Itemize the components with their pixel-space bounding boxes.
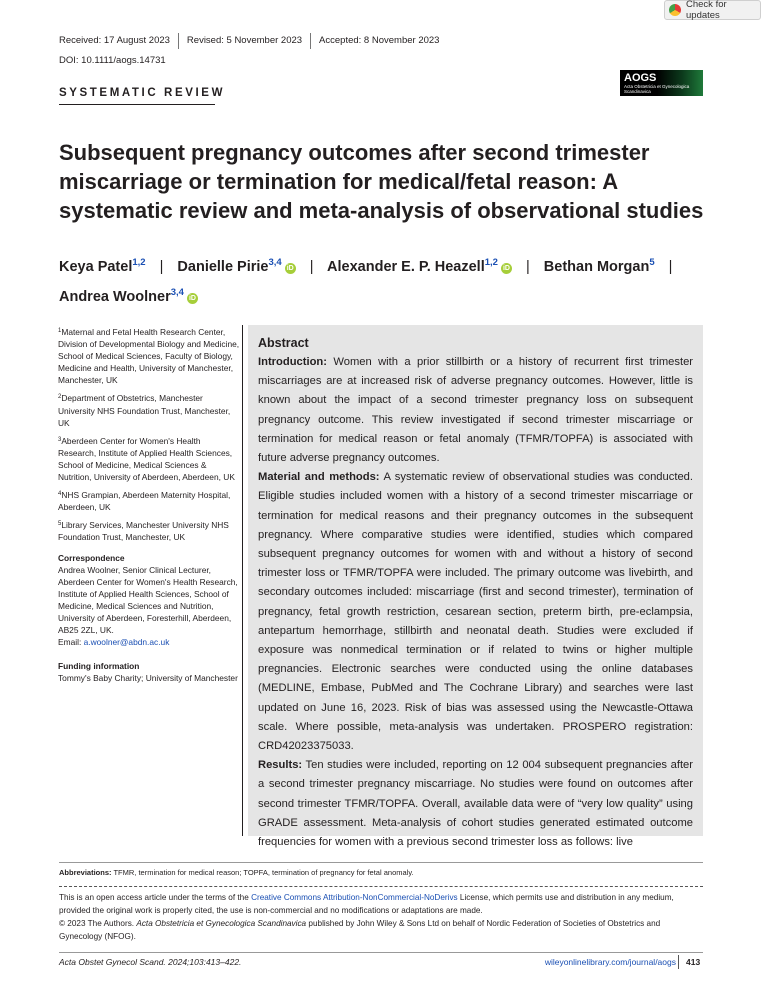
abstract-box <box>248 325 703 849</box>
affiliation-text: Department of Obstetrics, Manchester University NHS Foundation Trust, Manchester, UK <box>58 393 231 428</box>
article-title: Subsequent pregnancy outcomes after second trimester miscarriage or termination for medical/fetal reason: A systematic review and meta-analysis of observational studies <box>59 140 704 223</box>
author-name[interactable]: Alexander E. P. Heazell <box>327 259 485 275</box>
abstract-introduction <box>258 353 693 468</box>
dashed-rule <box>59 886 703 887</box>
results-text: Ten studies were included, reporting on 12 004 subsequent pregnancies after a second trimester pregnancy miscarriage. No studies were found on outcomes after second trimester TFMR/TOPFA. Overall, available data were of “very low quality” using GRADE assessment. Meta-analysis of cohort studies generated estimated outcome frequencies for women with a previous second trimester loss as follows: live <box>258 759 693 849</box>
author-name[interactable]: Andrea Woolner <box>59 289 171 305</box>
correspondence-email-row <box>58 636 240 648</box>
abstract-methods <box>258 468 693 756</box>
affiliation <box>58 325 240 386</box>
abstract-results <box>258 756 693 852</box>
affiliation <box>58 518 240 543</box>
author-separator: | <box>309 259 314 275</box>
journal-url-link[interactable]: wileyonlinelibrary.com/journal/aogs <box>544 957 676 967</box>
orcid-icon[interactable]: iD <box>502 265 510 272</box>
doi: DOI: 10.1111/aogs.14731 <box>59 55 166 66</box>
footnote-rule <box>59 862 703 863</box>
affiliation <box>58 488 240 513</box>
affiliation-number: 1 <box>58 328 62 334</box>
orcid-icon[interactable]: iD <box>188 295 196 302</box>
accepted-date: Accepted: 8 November 2023 <box>310 33 447 49</box>
left-column <box>58 325 240 684</box>
section-rule <box>59 104 215 105</box>
funding-heading: Funding information <box>58 661 140 672</box>
funding-text: Tommy's Baby Charity; University of Manchester <box>58 673 238 684</box>
check-for-updates-label: Check for updates <box>686 0 727 21</box>
footer-rule <box>59 952 703 953</box>
affiliation <box>58 434 240 483</box>
revised-date: Revised: 5 November 2023 <box>178 33 310 49</box>
correspondence-heading: Correspondence <box>58 552 125 563</box>
crossmark-icon <box>669 4 681 16</box>
orcid-icon[interactable]: iD <box>286 265 294 272</box>
author-affiliation-ref[interactable]: 1,2 <box>484 257 498 268</box>
email-link[interactable]: a.woolner@abdn.ac.uk <box>83 637 170 648</box>
author-affiliation-ref[interactable]: 1,2 <box>132 257 146 268</box>
affiliation-number: 3 <box>58 436 62 443</box>
affiliation-number: 5 <box>58 521 62 528</box>
author-affiliation-ref[interactable]: 3,4 <box>170 287 184 298</box>
affiliation-number: 2 <box>58 394 62 401</box>
affiliation-text: NHS Grampian, Aberdeen Maternity Hospital, Aberdeen, UK <box>58 490 231 513</box>
license-pre: This is an open access article under the terms of the <box>59 893 249 902</box>
email-label: Email: <box>58 637 82 648</box>
introduction-text: Women with a prior stillbirth or a history of recurrent first trimester miscarriages are at increased risk of adverse pregnancy outcomes. However, little is known about the impact of a second trimester pregnancy loss on subsequent pregnancy outcome. This review investigated if second trimester miscarriage or termination for medical reason or fetal anomaly (TFMR/TOPFA) is associated with future adverse pregnancy outcomes. <box>258 356 694 465</box>
article-dates <box>59 33 447 49</box>
methods-heading: Material and methods: <box>258 471 380 484</box>
received-date: Received: 17 August 2023 <box>59 35 170 46</box>
correspondence-text: Andrea Woolner, Senior Clinical Lecturer, Aberdeen Center for Women's Health Research, Institute of Applied Health Sciences, School of Medicine, Medical Sciences and Nutrition, University of Aberdeen, Foresterhill, Aberdeen, AB25 2ZL, UK. <box>58 564 238 636</box>
author-list <box>59 250 709 310</box>
copyright-pre: © 2023 The Authors. <box>59 919 135 928</box>
license-link[interactable]: Creative Commons Attribution-NonCommercial-NoDerivs <box>251 893 458 902</box>
journal-logo <box>620 70 703 96</box>
logo-main: AOGS <box>624 72 657 84</box>
author-separator: | <box>525 259 530 275</box>
copyright-notice <box>59 918 703 943</box>
license-post: License, which permits use and distribution in any medium, provided the original work is properly cited, the use is non-commercial and no modifications or adaptations are made. <box>59 893 674 915</box>
logo-sub: Acta Obstetricia et Gynecologica Scandinavica <box>624 84 690 94</box>
author-separator: | <box>668 259 673 275</box>
affiliation-text: Aberdeen Center for Women's Health Research, Institute of Applied Health Sciences, School of Medicine, Medical Sciences & Nutrition, University of Aberdeen, Aberdeen, UK <box>58 435 235 483</box>
affiliation <box>58 391 240 428</box>
results-heading: Results: <box>258 759 303 772</box>
copyright-post: published by John Wiley & Sons Ltd on behalf of Nordic Federation of Societies of Obstetrics and Gynecology (NFOG). <box>59 919 661 941</box>
license-notice <box>59 892 703 917</box>
affiliation-text: Library Services, Manchester University NHS Foundation Trust, Manchester, UK <box>58 520 229 543</box>
affiliation-text: Maternal and Fetal Health Research Center, Division of Developmental Biology and Medicine, School of Medical Sciences, Faculty of Biology, Medicine and Health, University of Manchester, Manchester, UK <box>58 327 240 386</box>
abbreviations-heading: Abbreviations: <box>59 868 112 877</box>
abbreviations-footnote <box>59 867 703 878</box>
author-name[interactable]: Bethan Morgan <box>543 259 650 275</box>
affiliation-number: 4 <box>58 491 62 498</box>
introduction-heading: Introduction: <box>258 356 327 368</box>
author-name[interactable]: Keya Patel <box>59 259 133 275</box>
author-name[interactable]: Danielle Pirie <box>177 259 269 275</box>
section-label: SYSTEMATIC REVIEW <box>59 87 226 99</box>
footer-separator <box>678 955 679 969</box>
abstract-heading: Abstract <box>258 336 309 350</box>
abbreviations-text: TFMR, termination for medical reason; TOPFA, termination of pregnancy for fetal anomaly. <box>113 868 414 877</box>
journal-citation: Acta Obstet Gynecol Scand. 2024;103:413–422. <box>59 957 242 967</box>
page-number: 413 <box>686 957 701 967</box>
author-separator: | <box>159 259 164 275</box>
author-affiliation-ref[interactable]: 3,4 <box>268 257 282 268</box>
methods-text: A systematic review of observational studies was conducted. Eligible studies included women with a history of a second trimester miscarriage or termination for medical reasons and their pregnancy outcomes in the subsequent pregnancy. Where comparative studies were identified, studies which compared subsequent pregnancy outcomes for women with and without a history of second trimester loss or TFMR/TOPFA were included. The primary outcome was livebirth, and secondary outcomes included: miscarriage (first and second trimester), termination of pregnancy, fetal growth restriction, cesarean section, preterm birth, pre-eclampsia, antepartum hemorrhage, stillbirth and neonatal death. Studies were excluded if exposure was nonmedical termination or if related to twins or higher multiple pregnancies. Electronic searches were conducted using the online databases (MEDLINE, Embase, PubMed and The Cochrane Library) and searches were last updated on June 16, 2023. Risk of bias was assessed using the Newcastle-Ottawa scale. Where possible, meta-analysis was undertaken. PROSPERO registration: CRD42023375033. <box>258 471 693 753</box>
author-affiliation-ref[interactable]: 5 <box>649 257 655 268</box>
column-divider <box>242 325 243 836</box>
copyright-journal: Acta Obstetricia et Gynecologica Scandinavica <box>136 919 307 928</box>
check-for-updates-button[interactable] <box>664 0 761 20</box>
